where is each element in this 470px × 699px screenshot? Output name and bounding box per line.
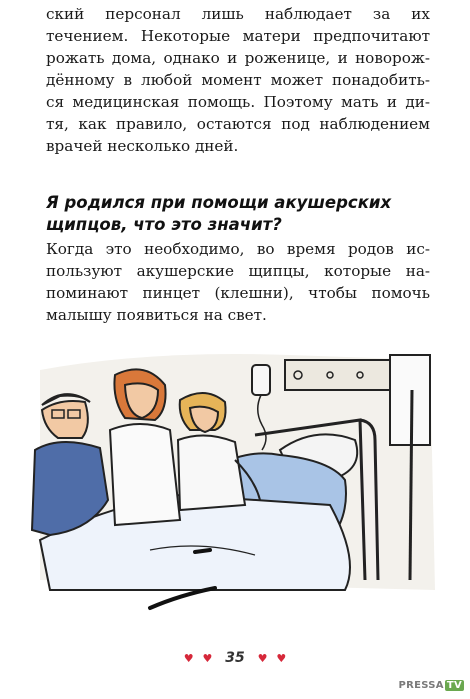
text-line: малышу появиться на свет. [46,306,267,324]
watermark-suffix: TV [446,680,462,691]
text-line: ся медицинская помощь. Поэтому мать и ди- [46,93,430,111]
iv-pole [410,390,412,580]
text-line: тя, как правило, остаются под наблюдением [46,115,430,133]
page-number: 35 [225,650,245,666]
text-line: пользуют акушерские щипцы, которые на- [46,262,430,280]
paragraph-continuation [46,3,430,157]
text-line: Когда это необходимо, во время родов ис- [46,240,430,258]
wall-phone [252,365,270,395]
text-line: ский персонал лишь наблюдает за их [46,5,430,23]
text-line: врачей несколько дней. [46,137,239,155]
text-line: рожать дома, однако и роженице, и новорож- [46,49,430,67]
heart-icon: ♥ [276,652,287,665]
text-line: поминают пинцет (клешни), чтобы помочь [46,284,430,302]
question-heading [46,192,430,236]
watermark-brand: PRESSA [398,680,444,691]
watermark [398,680,464,691]
text-line: дённому в любой момент может понадобить- [46,71,430,89]
heart-icon: ♥ [183,652,194,665]
heart-icon: ♥ [202,652,213,665]
heart-icon: ♥ [257,652,268,665]
answer-paragraph [46,238,430,326]
page-footer [0,650,470,666]
heading-line: Я родился при помощи акушерских [46,193,392,212]
text-line: течением. Некоторые матери предпочитают [46,27,430,45]
heading-line: щипцов, что это значит? [46,215,282,234]
hospital-illustration [30,330,450,630]
